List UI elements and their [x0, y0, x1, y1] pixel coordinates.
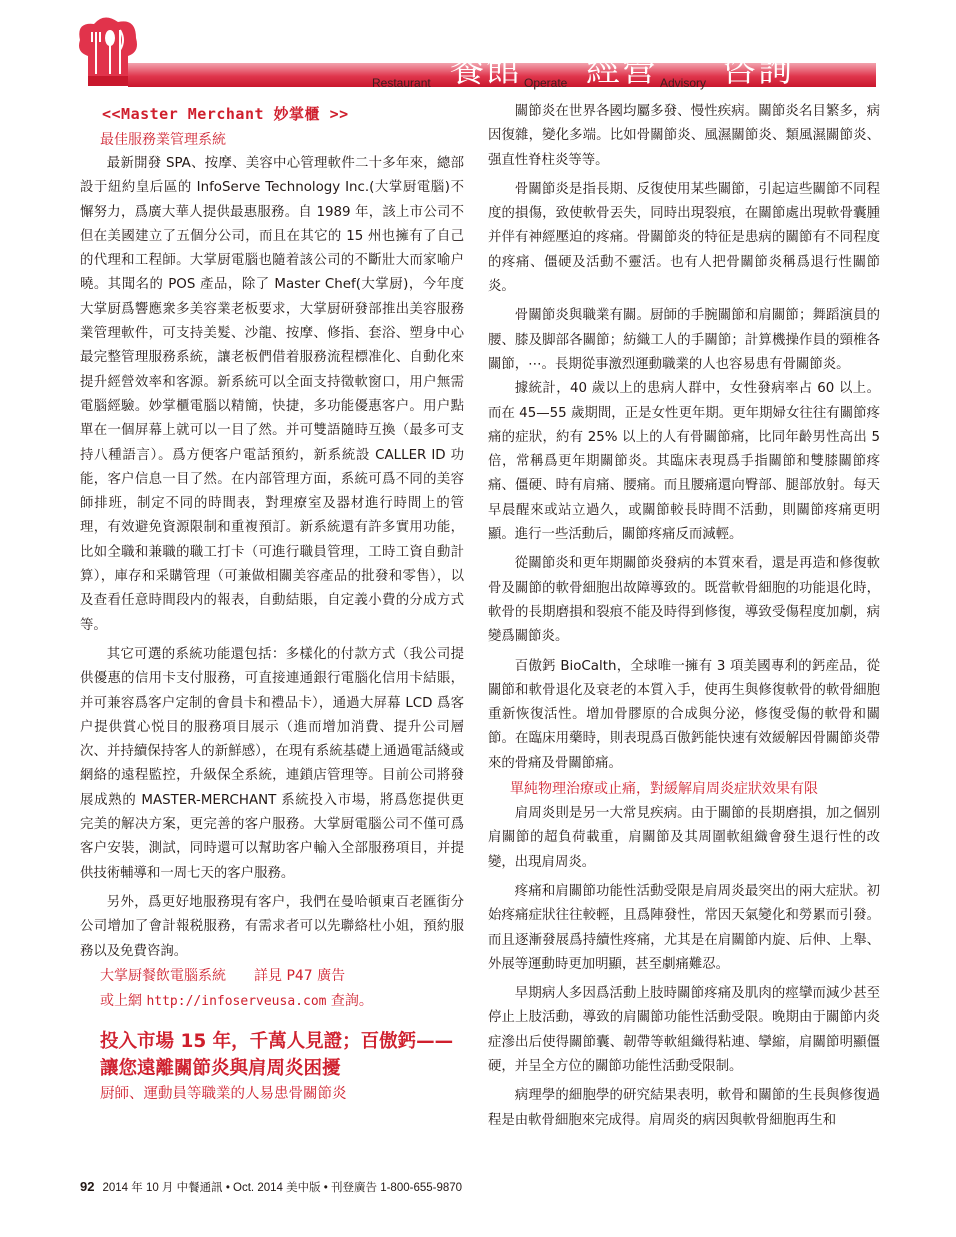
header-restaurant: Restaurant	[372, 76, 431, 90]
paragraph: 骨關節炎是指長期、反復使用某些關節，引起這些關節不同程度的損傷，致使軟骨丟失，同時出現裂痕，在關節處出現軟骨囊腫并伴有神經壓迫的疼痛。骨關節炎的特征是患病的關節有不同程度的疼痛、僵硬及活動不靈活。也有人把骨關節炎稱爲退行性關節炎。	[488, 181, 880, 295]
section-heading: 單純物理治療或止痛，對緩解肩周炎症狀效果有限	[510, 781, 818, 798]
promo-text: 或上網	[100, 992, 147, 1009]
paragraph: 據統計，40 歲以上的患病人群中，女性發病率占 60 以上。而在 45—55 歲期間，正是女性更年期。更年期婦女往往有關節疼痛的症狀，約有 25% 以上的人有骨關節痛，比同年齡男性高出 5 倍，常稱爲更年期關節炎。其臨床表現爲手指關節和雙膝關節疼痛、僵硬、時有肩痛、腰痛。而且腰痛還向臀部、腿部放射。每天早晨醒來或站立過久，或關節較長時間不活動，則關節疼痛更明顯。進行一些活動后，關節疼痛反而減輕。	[488, 381, 880, 543]
promo-text: 查詢。	[326, 992, 373, 1009]
paragraph: 肩周炎則是另一大常見疾病。由于關節的長期磨損，加之個别肩關節的超負荷載重，肩關節及其周圍軟組織會發生退行性的改變，出現肩周炎。	[488, 806, 880, 870]
header-zh-advisory: 咨詢	[722, 50, 794, 90]
left-column	[80, 100, 464, 1106]
paragraph: 病理學的細胞學的研究結果表明，軟骨和關節的生長與修復過程是由軟骨細胞來完成得。肩周炎的病因與軟骨細胞再生和	[488, 1088, 880, 1128]
page-footer	[80, 1179, 462, 1195]
header-operate: Operate	[524, 76, 568, 90]
header-advisory: Advisory	[660, 76, 707, 90]
section-headline: 投入市場 15 年，千萬人見證；百傲鈣——讓您遠離關節炎與肩周炎困擾	[100, 1030, 454, 1079]
paragraph: 早期病人多因爲活動上肢時關節疼痛及肌肉的痙攣而減少甚至停止上肢活動，導致的肩關節功能性活動受限。晚期由于關節内炎症滲出后使得關節囊、韌帶等軟組織得粘連、攣縮，肩關節明顯僵硬，并呈全方位的關節功能性活動受限制。	[488, 986, 880, 1074]
paragraph: 從關節炎和更年期關節炎發病的本質來看，還是再造和修復軟骨及關節的軟骨細胞出故障導致的。既當軟骨細胞的功能退化時，軟骨的長期磨損和裂痕不能及時得到修復，導致受傷程度加劇，病變爲關節炎。	[488, 556, 880, 645]
header-zh-operate: 經營	[586, 50, 658, 90]
paragraph: 骨關節炎與職業有關。厨師的手腕關節和肩關節；舞蹈演員的腰、膝及脚部各關節；紡織工人的手關節；計算機操作員的頸椎各關節，⋯。長期從事激烈運動職業的人也容易患有骨關節炎。	[488, 308, 880, 372]
paragraph: 百傲鈣 BioCalth，全球唯一擁有 3 項美國專利的鈣産品，從關節和軟骨退化及衰老的本質入手，使再生與修復軟骨的軟骨細胞重新恢復活性。增加骨膠原的合成與分泌，修復受傷的軟骨和關節。在臨床用藥時，則表現爲百傲鈣能快速有效緩解因骨關節炎帶來的骨痛及骨關節痛。	[488, 658, 880, 771]
website-link[interactable]: http://infoserveusa.com	[146, 993, 327, 1009]
paragraph: 最新開發 SPA、按摩、美容中心管理軟件二十多年來，總部設于紐約皇后區的 InfoServe Technology Inc.(大掌厨電腦)不懈努力，爲廣大華人提供最惠服務。自 1989 年，該上市公司不但在美國建立了五個分公司，而且在其它的 15 州也擁有了自己的代理和工程師。大掌厨電腦也隨着該公司的不斷壯大而家喻户曉。其聞名的 POS 產品，除了 Master Chef(大掌厨)，今年度大掌厨爲響應衆多美容業老板要求，大掌厨研發部推出美容服務業管理軟件，可支持美髮、沙龍、按摩、修指、套浴、塑身中心最完整管理服務系統，讓老板們借着服務流程標准化、自動化來提升經營效率和客源。新系統可以全面支持徵軟窗口，用户無需電腦經驗。妙掌櫃電腦以精簡，快捷，多功能優惠客户。用户點單在一個屏幕上就可以一目了然。并可雙語隨時互換（最多可支持八種語言）。爲方便客户電話預約，新系統設 CALLER ID 功能，客户信息一目了然。在内部管理方面，系統可爲不同的美容師排班，制定不同的時間表，對理療室及器材進行時間上的管理，有效避免資源限制和重複預訂。新系統還有許多實用功能，比如全職和兼職的職工打卡（可進行職員管理，工時工資自動計算），庫存和采購管理（可兼做相關美容產品的批發和零售），以及查看任意時間段内的報表，自動結賬，自定義小費的分成方式等。	[80, 156, 464, 633]
header-zh-restaurant: 餐館	[450, 50, 522, 90]
footer-text: 2014 年 10 月 中餐通訊 • Oct. 2014 美中版 • 刊登廣告 1-800-655-9870	[102, 1182, 463, 1194]
section-subheadline: 厨師、運動員等職業的人易患骨關節炎	[100, 1085, 347, 1102]
page-number: 92	[80, 1179, 95, 1194]
article-title: <<Master Merchant 妙掌櫃 >>	[102, 105, 349, 123]
paragraph: 其它可選的系統功能還包括：多樣化的付款方式（我公司提供優惠的信用卡支付服務，可直接連通銀行電腦化信用卡結賬，并可兼容爲客户定制的會員卡和禮品卡），通過大屏幕 LCD 爲客户提供賞心悦目的服務項目展示（進而增加消費、提升公司層次、并持續保持客人的新鮮感），在現有系統基礎上通過電話綫或網絡的遠程監控，升級保全系統，連鎖店管理等。目前公司將發展成熟的 MASTER-MERCHANT 系統投入市場，將爲您提供更完美的解决方案，更完善的客户服務。大掌厨電腦公司不僅可爲客户安裝，測試，同時還可以幫助客户輸入全部服務項目，并提供技術輔導和一周七天的客户服務。	[80, 646, 464, 881]
right-column	[488, 100, 880, 1133]
promo-link-line	[100, 989, 464, 1014]
promo-line: 大掌厨餐飲電腦系統 詳見 P47 廣告	[100, 967, 346, 984]
paragraph: 另外，爲更好地服務現有客户，我們在曼哈頓東百老匯街分公司增加了會計報税服務，有需求者可以先聯絡杜小姐，預約服務以及免費咨詢。	[80, 894, 464, 959]
article-subtitle: 最佳服務業管理系統	[100, 132, 226, 148]
paragraph: 關節炎在世界各國均屬多發、慢性疾病。關節炎名目繁多，病因復雜，變化多端。比如骨關節炎、風濕關節炎、類風濕關節炎、强直性脊柱炎等等。	[488, 104, 880, 168]
paragraph: 疼痛和肩關節功能性活動受限是肩周炎最突出的兩大症狀。初始疼痛症狀往往較輕，且爲陣發性，常因天氣變化和勞累而引發。而且逐漸發展爲持續性疼痛，尤其是在肩關節内旋、后伸、上舉、外展等運動時更加明顯，甚至劇痛難忍。	[488, 883, 880, 972]
